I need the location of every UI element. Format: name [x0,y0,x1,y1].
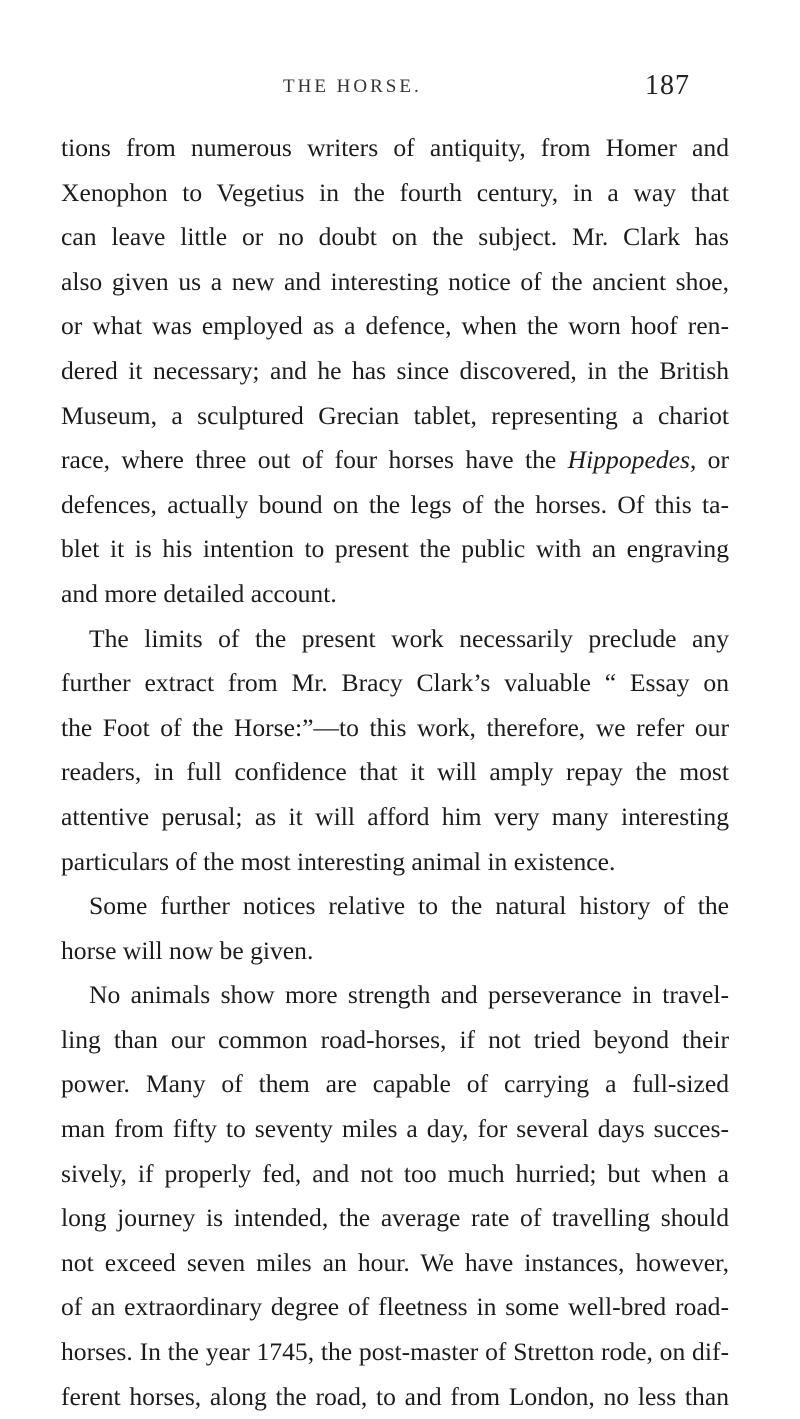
text-line: The limits of the present work necessarily preclude any [89,623,729,653]
text-line: man from fifty to seventy miles a day, for several days succes- [61,1114,729,1144]
text-line: of an extraordinary degree of fleetness in some well-bred road- [61,1292,729,1322]
text-line: particulars of the most interesting animal in existence. [61,846,616,876]
text-line: defences, actually bound on the legs of the horses. Of this ta- [61,489,729,519]
text-line: the Foot of the Horse:”—to this work, therefore, we refer our [61,712,729,742]
text-line: also given us a new and interesting notice of the ancient shoe, [61,266,729,296]
running-title: THE HORSE. [283,76,422,97]
text-line: long journey is intended, the average rate of travelling should [61,1203,729,1233]
text-line: ling than our common road-horses, if not tried beyond their [61,1024,729,1054]
text-line: Museum, a sculptured Grecian tablet, representing a chariot [61,400,729,430]
text-line: Some further notices relative to the natural history of the [89,891,729,921]
text-line: No animals show more strength and perseverance in travel- [89,980,729,1010]
text-line: tions from numerous writers of antiquity, from Homer and [61,133,729,162]
text-line: can leave little or no doubt on the subject. Mr. Clark has [61,222,729,252]
text-line: further extract from Mr. Bracy Clark’s valuable “ Essay on [61,668,729,698]
text-line: not exceed seven miles an hour. We have instances, however, [61,1247,729,1277]
text-line: horses. In the year 1745, the post-master of Stretton rode, on dif- [61,1337,729,1367]
body-text [61,126,729,1419]
page-number: 187 [645,70,690,101]
text-line: ferent horses, along the road, to and from London, no less than [61,1381,729,1411]
text-line: readers, in full confidence that it will amply repay the most [61,757,729,787]
running-header [0,70,800,110]
text-line: horse will now be given. [61,935,314,965]
text-line: or what was employed as a defence, when the worn hoof ren- [61,311,729,341]
text-line: sively, if properly fed, and not too much hurried; but when a [61,1158,729,1188]
text-line: attentive perusal; as it will afford him very many interesting [61,801,729,831]
text-line: and more detailed account. [61,578,337,608]
text-line: race, where three out of four horses have the Hippopedes, or [61,445,730,475]
text-line: power. Many of them are capable of carrying a full-sized [61,1069,729,1099]
text-line: blet it is his intention to present the public with an engraving [61,534,729,564]
text-line: Xenophon to Vegetius in the fourth century, in a way that [61,177,729,207]
text-line: dered it necessary; and he has since discovered, in the British [61,355,729,385]
